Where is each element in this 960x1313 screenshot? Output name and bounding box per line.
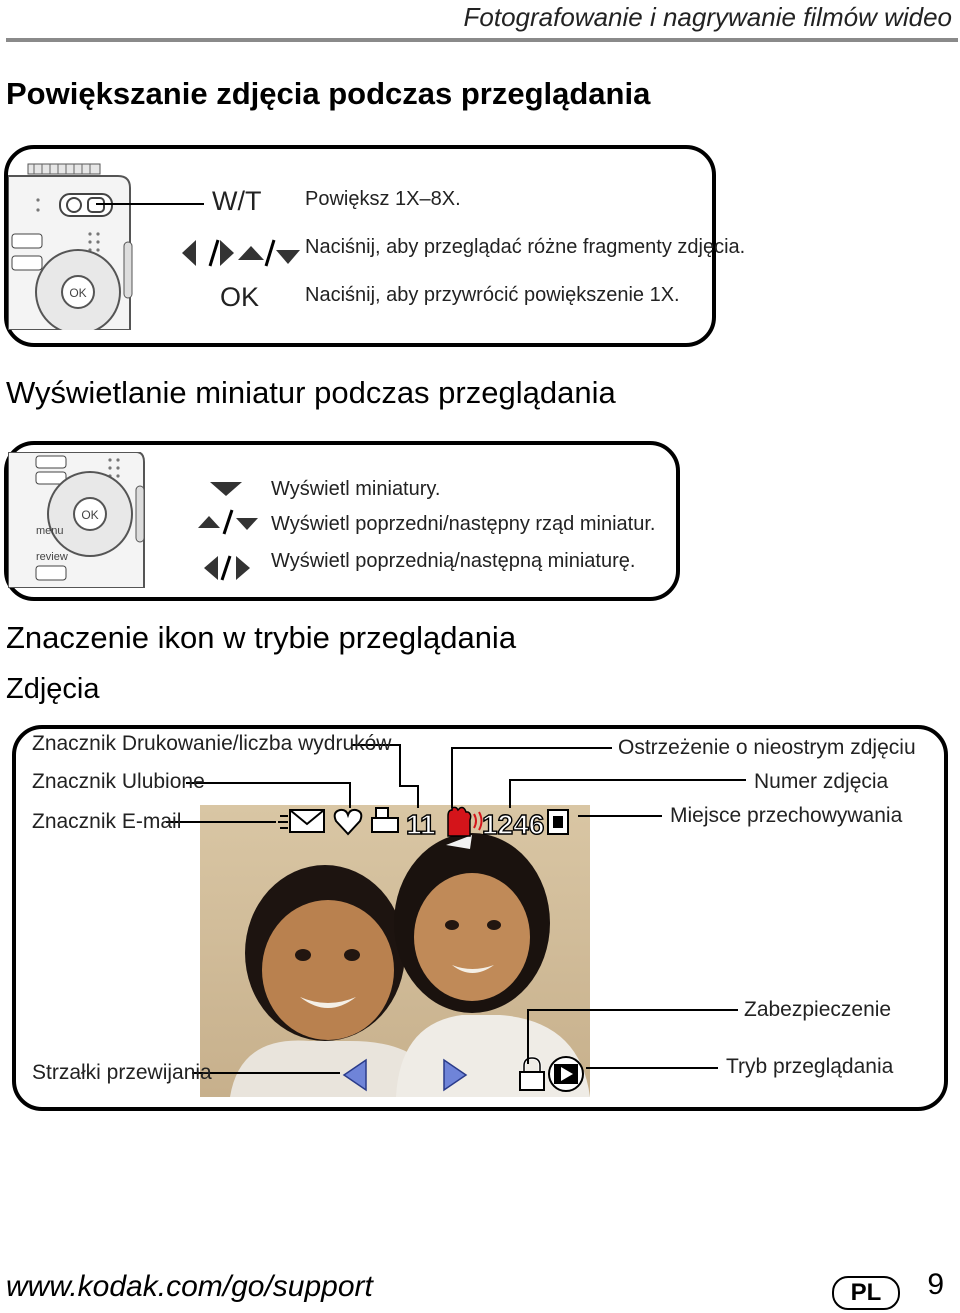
ok-key-label: OK bbox=[220, 282, 260, 312]
protect-label: Zabezpieczenie bbox=[744, 998, 892, 1021]
blur-warning-label: Ostrzeżenie o nieostrym zdjęciu bbox=[618, 736, 916, 759]
thumbnail-row-2: Wyświetl poprzedni/następny rząd miniatur. bbox=[271, 513, 656, 535]
page-number: 9 bbox=[927, 1268, 944, 1301]
icons-section-title: Znaczenie ikon w trybie przeglądania bbox=[6, 620, 517, 655]
zoom-row-1: Powiększ 1X–8X. bbox=[305, 188, 461, 210]
scroll-arrows-label: Strzałki przewijania bbox=[32, 1061, 212, 1084]
favorite-tag-label: Znacznik Ulubione bbox=[32, 770, 205, 793]
picture-number: 1246 bbox=[482, 809, 545, 840]
running-header: Fotografowanie i nagrywanie filmów wideo bbox=[463, 2, 952, 32]
ok-button-label: OK bbox=[81, 508, 99, 522]
review-mode-label: Tryb przeglądania bbox=[726, 1055, 894, 1078]
wt-key-label: W/T bbox=[212, 186, 262, 216]
icons-section-subtitle: Zdjęcia bbox=[6, 673, 100, 705]
zoom-section-title: Powiększanie zdjęcia podczas przeglądania bbox=[6, 76, 651, 111]
print-count: 11 bbox=[406, 809, 436, 840]
zoom-row-2: Naciśnij, aby przeglądać różne fragmenty zdjęcia. bbox=[305, 236, 746, 258]
email-tag-label: Znacznik E-mail bbox=[32, 810, 182, 833]
ok-button-label: OK bbox=[69, 286, 87, 300]
zoom-row-3: Naciśnij, aby przywrócić powiększenie 1X. bbox=[305, 284, 680, 306]
print-tag-label: Znacznik Drukowanie/liczba wydruków bbox=[32, 732, 392, 755]
review-button-label: review bbox=[36, 551, 68, 563]
menu-button-label: menu bbox=[36, 525, 64, 537]
thumbnail-row-1: Wyświetl miniatury. bbox=[271, 478, 441, 500]
language-badge: PL bbox=[832, 1276, 900, 1310]
storage-location-label: Miejsce przechowywania bbox=[670, 804, 903, 827]
thumbnail-row-3: Wyświetl poprzednią/następną miniaturę. bbox=[271, 550, 636, 572]
support-url[interactable]: www.kodak.com/go/support bbox=[6, 1270, 373, 1303]
picture-number-label: Numer zdjęcia bbox=[754, 770, 889, 793]
thumbnail-section-title: Wyświetlanie miniatur podczas przeglądania bbox=[6, 375, 616, 410]
